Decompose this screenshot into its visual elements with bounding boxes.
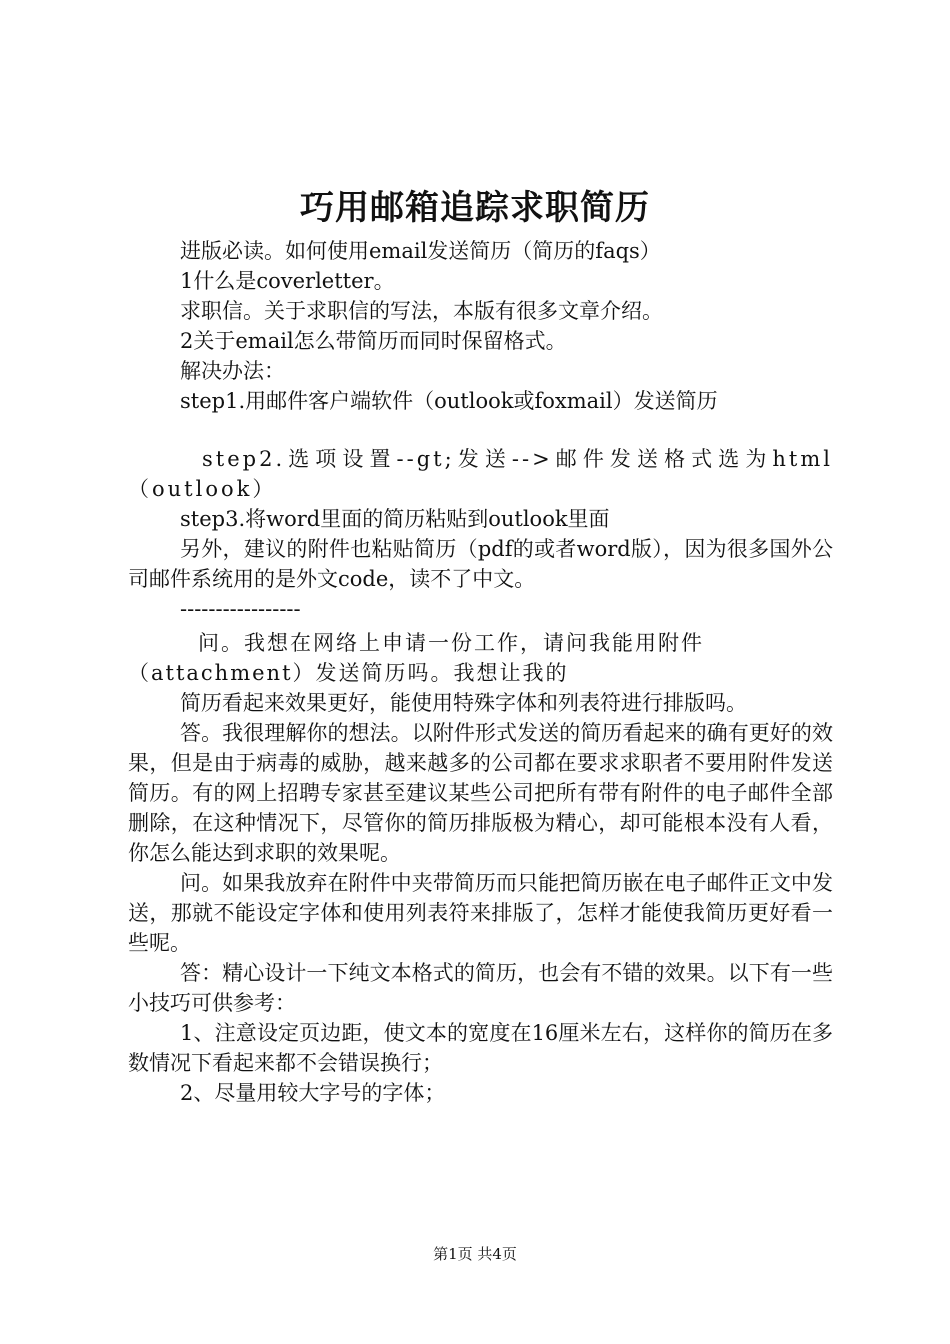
- paragraph: step3.将word里面的简历粘贴到outlook里面: [180, 507, 610, 531]
- paragraph: step1.用邮件客户端软件（outlook或foxmail）发送简历: [180, 389, 718, 413]
- paragraph: 另外，建议的附件也粘贴简历（pdf的或者word版），因为很多国外公司邮件系统用的是外文code，读不了中文。: [128, 537, 833, 591]
- paragraph: 答：精心设计一下纯文本格式的简历，也会有不错的效果。以下有一些小技巧可供参考：: [128, 961, 833, 1015]
- paragraph: 简历看起来效果更好，能使用特殊字体和列表符进行排版吗。: [180, 691, 747, 715]
- paragraph: 1、注意设定页边距，使文本的宽度在16厘米左右，这样你的简历在多数情况下看起来都不会错误换行；: [128, 1021, 833, 1075]
- document-title: 巧用邮箱追踪求职简历: [300, 188, 650, 228]
- paragraph: 2、尽量用较大字号的字体；: [180, 1081, 446, 1105]
- paragraph: 1什么是coverletter。: [180, 269, 395, 293]
- paragraph: 问。如果我放弃在附件中夹带简历而只能把简历嵌在电子邮件正文中发送，那就不能设定字体和使用列表符来排版了，怎样才能使我简历更好看一些呢。: [128, 871, 833, 955]
- paragraph: 解决办法：: [180, 359, 285, 383]
- paragraph: 问。我想在网络上申请一份工作，请问我能用附件（attachment）发送简历吗。我想让我的: [128, 631, 704, 685]
- page-number-footer: 第1页 共4页: [433, 1245, 517, 1263]
- paragraph: 求职信。关于求职信的写法，本版有很多文章介绍。: [180, 299, 663, 323]
- paragraph: 2关于email怎么带简历而同时保留格式。: [180, 329, 567, 353]
- paragraph: 答。我很理解你的想法。以附件形式发送的简历看起来的确有更好的效果，但是由于病毒的威胁，越来越多的公司都在要求求职者不要用附件发送简历。有的网上招聘专家甚至建议某些公司把所有带有附件的电子邮件全部删除，在这种情况下，尽管你的简历排版极为精心，却可能根本没有人看，你怎么能达到求职的效果呢。: [128, 721, 833, 865]
- separator-line: -----------------: [180, 597, 301, 621]
- document-body: [128, 236, 833, 1108]
- paragraph: 进版必读。如何使用email发送简历（简历的faqs）: [180, 239, 661, 263]
- paragraph: step2.选项设置--gt;发送-->邮件发送格式选为html（outlook）: [128, 447, 833, 501]
